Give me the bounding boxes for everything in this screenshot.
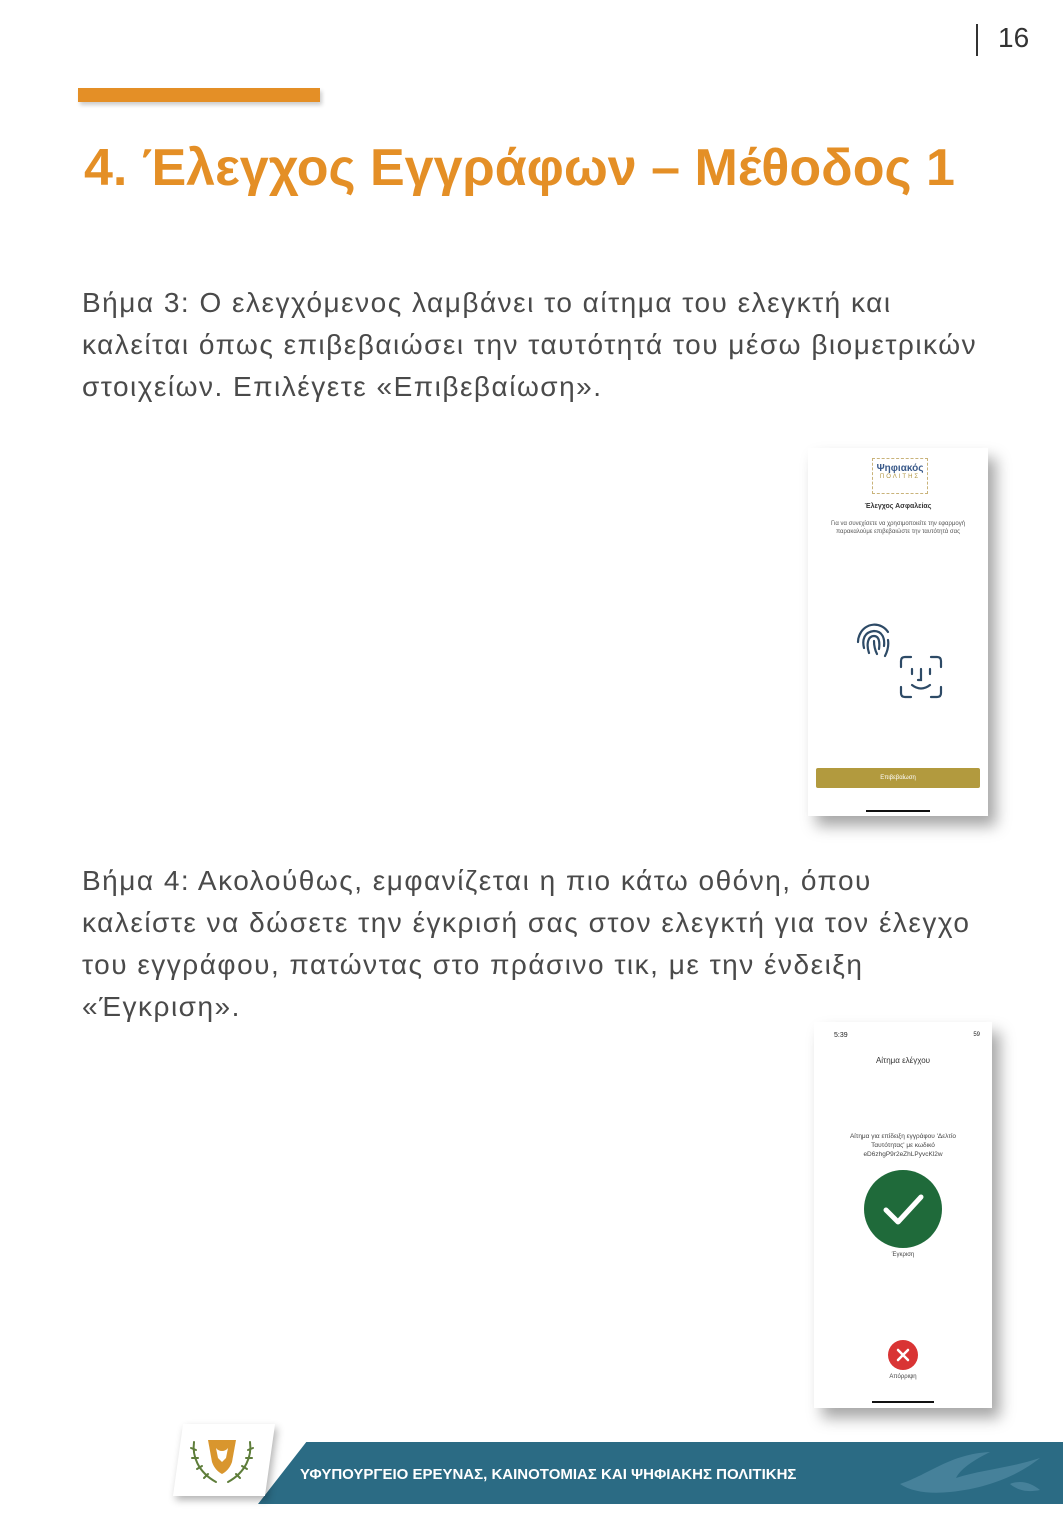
confirm-button[interactable]: Επιβεβαίωση xyxy=(816,768,980,788)
page-title: 4. Έλεγχος Εγγράφων – Μέθοδος 1 xyxy=(84,139,955,197)
request-description xyxy=(828,1132,978,1159)
page-number: 16 xyxy=(998,22,1030,53)
approve-label: Έγκριση xyxy=(891,1252,915,1258)
reject-button[interactable] xyxy=(888,1340,918,1370)
request-header: Αίτημα ελέγχου xyxy=(875,1056,931,1065)
status-bar-time: 5:39 xyxy=(834,1032,848,1039)
face-id-icon xyxy=(898,654,944,700)
security-check-description: Για να συνεχίσετε να χρησιμοποιείτε την εφαρμογή παρακαλούμε επιβεβαιώστε την ταυτότητά σας xyxy=(830,521,966,535)
close-icon xyxy=(888,1340,918,1370)
cyprus-emblem-icon xyxy=(186,1428,258,1492)
step-4-text: Βήμα 4: Ακολούθως, εμφανίζεται η πιο κάτω οθόνη, όπου καλείστε να δώσετε την έγκρισή σας στον ελεγκτή για τον έλεγχο του εγγράφου, πατώντας στο πράσινο τικ, με την ένδειξη «Έγκριση». xyxy=(82,865,971,1022)
request-description-line: Ταυτότητας' με κωδικό xyxy=(871,1142,935,1149)
title-accent-bar xyxy=(78,88,320,102)
security-check-heading: Έλεγχος Ασφαλείας xyxy=(864,503,932,510)
home-indicator xyxy=(872,1401,934,1403)
approve-button[interactable] xyxy=(864,1170,942,1248)
logo-subtitle: ΠΟΛΙΤΗΣ xyxy=(879,474,921,480)
status-bar-battery: 59 xyxy=(973,1032,980,1038)
request-code: eD6zhgP9r2eZhLPyvcKl2w xyxy=(863,1151,943,1158)
app-logo xyxy=(872,458,928,494)
security-check-screenshot xyxy=(808,448,988,816)
dove-icon xyxy=(880,1444,1063,1502)
verification-request-screenshot xyxy=(814,1022,992,1408)
request-description-line: Αίτημα για επίδειξη εγγράφου 'Δελτίο xyxy=(849,1133,957,1140)
home-indicator xyxy=(866,810,930,812)
check-icon xyxy=(864,1170,942,1248)
step-3-text: Βήμα 3: Ο ελεγχόμενος λαμβάνει το αίτημα του ελεγκτή και καλείται όπως επιβεβαιώσει την ταυτότητά του μέσω βιομετρικών στοιχείων. Επιλέγετε «Επιβεβαίωση». xyxy=(82,287,978,402)
ministry-name: ΥΦΥΠΟΥΡΓΕΙΟ ΕΡΕΥΝΑΣ, ΚΑΙΝΟΤΟΜΙΑΣ ΚΑΙ ΨΗΦΙΑΚΗΣ ΠΟΛΙΤΙΚΗΣ xyxy=(300,1466,797,1483)
fingerprint-icon xyxy=(852,616,896,660)
reject-label: Απόρριψη xyxy=(889,1374,917,1380)
page-number-divider xyxy=(976,24,978,56)
logo-title: Ψηφιακός xyxy=(876,463,924,474)
